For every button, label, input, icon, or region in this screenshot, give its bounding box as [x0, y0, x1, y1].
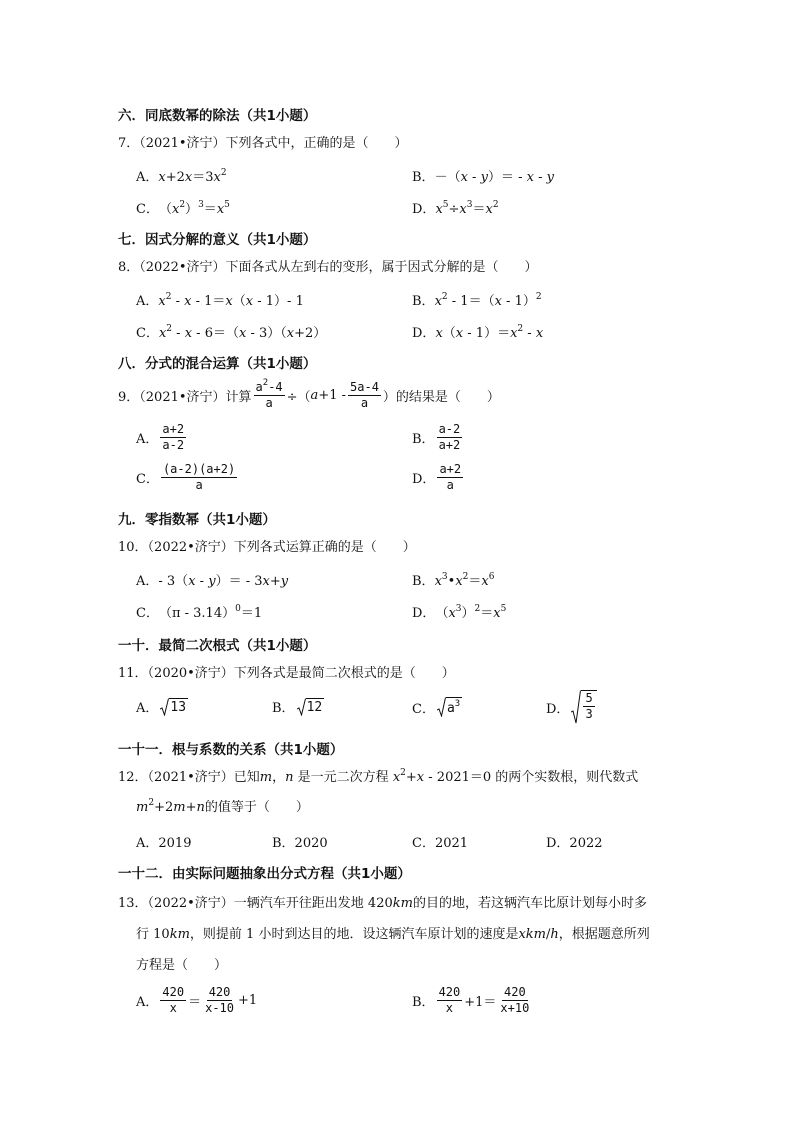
q13-b-frac-2: $\frac{420}{x+10}$ — [500, 985, 530, 1015]
q12-option-b[interactable]: B．2020 — [272, 836, 328, 851]
section-heading-6: 六．同底数幂的除法（共1小题） — [118, 108, 317, 124]
q13-a-frac-1: $\frac{420}{x}$ — [162, 985, 185, 1015]
question-7-stem: 7．（2021•济宁）下列各式中，正确的是（ ） — [118, 136, 408, 151]
q9-option-d[interactable] — [412, 462, 465, 493]
q13-text-d: ，则提前 1 小时到达目的地．设这辆汽车原计划的速度是 — [189, 927, 519, 942]
option-label: A． — [136, 701, 159, 716]
q9-d-fraction: $\frac{a+2}{a}$ — [439, 462, 462, 492]
q13-text-e: ，根据题意所列 — [558, 927, 650, 942]
option-label: D． — [546, 701, 570, 717]
question-10-stem: 10．（2022•济宁）下列各式运算正确的是（ ） — [118, 540, 416, 555]
q11-option-c[interactable] — [412, 697, 462, 717]
q8-option-c[interactable] — [136, 322, 326, 341]
option-label: B． — [412, 995, 435, 1010]
q9-stem-mid1: ÷（ — [286, 390, 311, 405]
q11-option-a[interactable] — [136, 697, 188, 716]
option-label: D． — [412, 606, 436, 621]
q13-text-b: 的目的地，若这辆汽车比原计划每小时多 — [412, 896, 647, 911]
q9-stem-fraction-1: $\frac{a^2-4}{a}$ — [255, 378, 283, 410]
question-9-stem — [118, 380, 500, 411]
q12-equation: $x^2+x - 2021=0$ — [392, 768, 492, 785]
q7-b-expr: －（x - y）＝ - x - y — [434, 170, 554, 185]
q10-option-b[interactable] — [412, 570, 494, 589]
question-11-stem: 11．（2020•济宁）下列各式是最简二次根式的是（ ） — [118, 666, 455, 681]
q9-option-c[interactable] — [136, 462, 239, 493]
section-heading-8: 八．分式的混合运算（共1小题） — [118, 356, 317, 372]
option-label: B． — [412, 170, 435, 185]
q12-option-a[interactable]: A．2019 — [136, 836, 192, 851]
q11-option-b[interactable] — [272, 697, 324, 716]
q8-option-a[interactable] — [136, 290, 304, 309]
q7-option-c[interactable] — [136, 198, 230, 217]
q11-d-sqrt — [571, 690, 596, 724]
option-label: C． — [136, 202, 159, 217]
q11-d-numerator: 5 — [585, 691, 593, 705]
q12-var-mn: m — [259, 770, 273, 785]
q11-a-radicand: 13 — [170, 699, 187, 715]
section-heading-7: 七．因式分解的意义（共1小题） — [118, 232, 317, 248]
q13-option-b[interactable] — [412, 985, 533, 1016]
q11-c-sqrt — [437, 697, 462, 717]
question-13-stem-line-3: 方程是（ ） — [136, 958, 228, 973]
q10-option-c[interactable] — [136, 602, 262, 621]
question-13-stem-line-1 — [118, 894, 647, 914]
q7-option-a[interactable] — [136, 166, 227, 185]
q7-c-expr: $(x^2)^3=x^5$ — [158, 200, 230, 217]
q8-option-d[interactable] — [412, 322, 543, 341]
q13-a-frac-2: $\frac{420}{x-10}$ — [205, 985, 234, 1015]
section-heading-11: 一十一．根与系数的关系（共1小题） — [118, 742, 344, 758]
q13-text-c: 行 10 — [136, 927, 170, 942]
option-label: B． — [412, 294, 435, 309]
q11-c-exponent: 3 — [454, 699, 461, 709]
section-heading-9: 九．零指数幂（共1小题） — [118, 512, 276, 528]
q13-option-a[interactable] — [136, 985, 257, 1016]
option-label: A． — [136, 170, 159, 185]
option-label: C． — [136, 326, 159, 341]
option-label: A． — [136, 995, 159, 1010]
option-label: A． — [136, 574, 159, 589]
q10-option-d[interactable] — [412, 602, 506, 621]
q13-text-a: 13．（2022•济宁）一辆汽车开往距出发地 420 — [118, 896, 393, 911]
q12-option-d[interactable]: D．2022 — [546, 836, 603, 851]
q13-unit-km: km — [392, 896, 413, 911]
option-label: C． — [412, 701, 435, 717]
q11-option-d[interactable] — [546, 690, 597, 724]
q9-stem-var-a: a — [310, 388, 319, 403]
q12-option-c[interactable]: C．2021 — [412, 836, 469, 851]
option-label: C． — [136, 606, 159, 621]
q9-b-fraction: $\frac{a-2}{a+2}$ — [438, 422, 461, 452]
q9-stem-prefix: 9．（2021•济宁）计算 — [118, 390, 252, 405]
option-label: D． — [412, 202, 436, 217]
q10-b-expr: $x^3•x^2=x^6$ — [434, 572, 495, 589]
q13-b-frac-1: $\frac{420}{x}$ — [438, 985, 461, 1015]
q9-a-fraction: $\frac{a+2}{a-2}$ — [162, 422, 185, 452]
q9-option-a[interactable] — [136, 422, 188, 453]
option-label: D． — [412, 326, 436, 341]
q7-option-d[interactable] — [412, 198, 499, 217]
q10-d-expr: $(x^3)^2=x^5$ — [435, 604, 507, 621]
option-label: B． — [412, 574, 435, 589]
q7-a-expr: $x+2x=3x^2$ — [158, 168, 227, 185]
q13-speed-var: xkm — [518, 927, 546, 942]
q7-option-b[interactable] — [412, 166, 554, 185]
q9-stem-mid2: +1 - — [318, 388, 347, 403]
q13-a-equals: ＝ — [188, 995, 202, 1010]
section-heading-12: 一十二．由实际问题抽象出分式方程（共1小题） — [118, 866, 411, 882]
q12-stem-part-d: 的值等于（ ） — [204, 800, 309, 815]
q12-stem-part-c: 的两个实数根，则代数式 — [495, 770, 639, 785]
q11-b-sqrt — [297, 698, 325, 716]
option-label: B． — [272, 701, 295, 716]
option-label: C． — [136, 472, 159, 487]
q12-stem-part-b: 是一元二次方程 — [297, 770, 389, 785]
option-label: B． — [412, 432, 435, 447]
q11-a-sqrt — [160, 698, 188, 716]
question-12-stem-line-1: 12．（2021•济宁）已知m，n 是一元二次方程 $x^2+x - 2021=0$ 的两个实数根，则代数式 — [118, 768, 639, 785]
question-12-stem-line-2 — [136, 798, 309, 818]
q13-b-plus-one-equals: +1＝ — [464, 995, 497, 1010]
option-label: A． — [136, 432, 159, 447]
q9-stem-suffix: ）的结果是（ ） — [382, 390, 500, 405]
q8-b-expr: $x^2 - 1=(x - 1)^2$ — [434, 292, 542, 309]
option-label: D． — [412, 472, 436, 487]
q8-c-expr: $x^2 - x - 6=(x - 3)(x+2)$ — [158, 324, 327, 341]
q9-option-b[interactable] — [412, 422, 464, 453]
q12-stem-part-a: 12．（2021•济宁）已知 — [118, 770, 260, 785]
q8-option-b[interactable] — [412, 290, 542, 309]
q9-c-fraction: $\frac{(a-2)(a+2)}{a}$ — [162, 462, 236, 492]
q10-a-expr: - 3（x - y）＝ - 3x+y — [158, 574, 289, 589]
q8-a-expr: $x^2 - x - 1=x(x - 1)-$ 1 — [158, 292, 304, 309]
q12-expression: $m^2+2m+n$ — [136, 798, 205, 815]
question-13-stem-line-2: 行 10km，则提前 1 小时到达目的地．设这辆汽车原计划的速度是xkm/h，根据题意所列 — [136, 927, 650, 942]
q9-stem-fraction-2: $\frac{5a-4}{a}$ — [350, 380, 379, 410]
section-heading-10: 一十．最简二次根式（共1小题） — [118, 638, 317, 654]
q8-d-expr: $x(x - 1)=x^2 - x$ — [435, 324, 544, 341]
q11-d-denominator: 3 — [585, 707, 593, 721]
q10-option-a[interactable] — [136, 570, 288, 589]
q11-c-radicand: a — [446, 701, 455, 716]
q11-d-fraction — [581, 690, 596, 724]
question-8-stem: 8．（2022•济宁）下面各式从左到右的变形，属于因式分解的是（ ） — [118, 260, 538, 275]
q13-a-plus-one: +1 — [238, 993, 258, 1008]
q11-b-radicand: 12 — [306, 699, 323, 715]
option-label: A． — [136, 294, 159, 309]
q13-unit-km-2: km — [169, 927, 190, 942]
q10-c-expr: （π - 3.14）$^0$＝1 — [158, 604, 263, 621]
q7-d-expr: $x^5\div x^3=x^2$ — [435, 200, 499, 217]
